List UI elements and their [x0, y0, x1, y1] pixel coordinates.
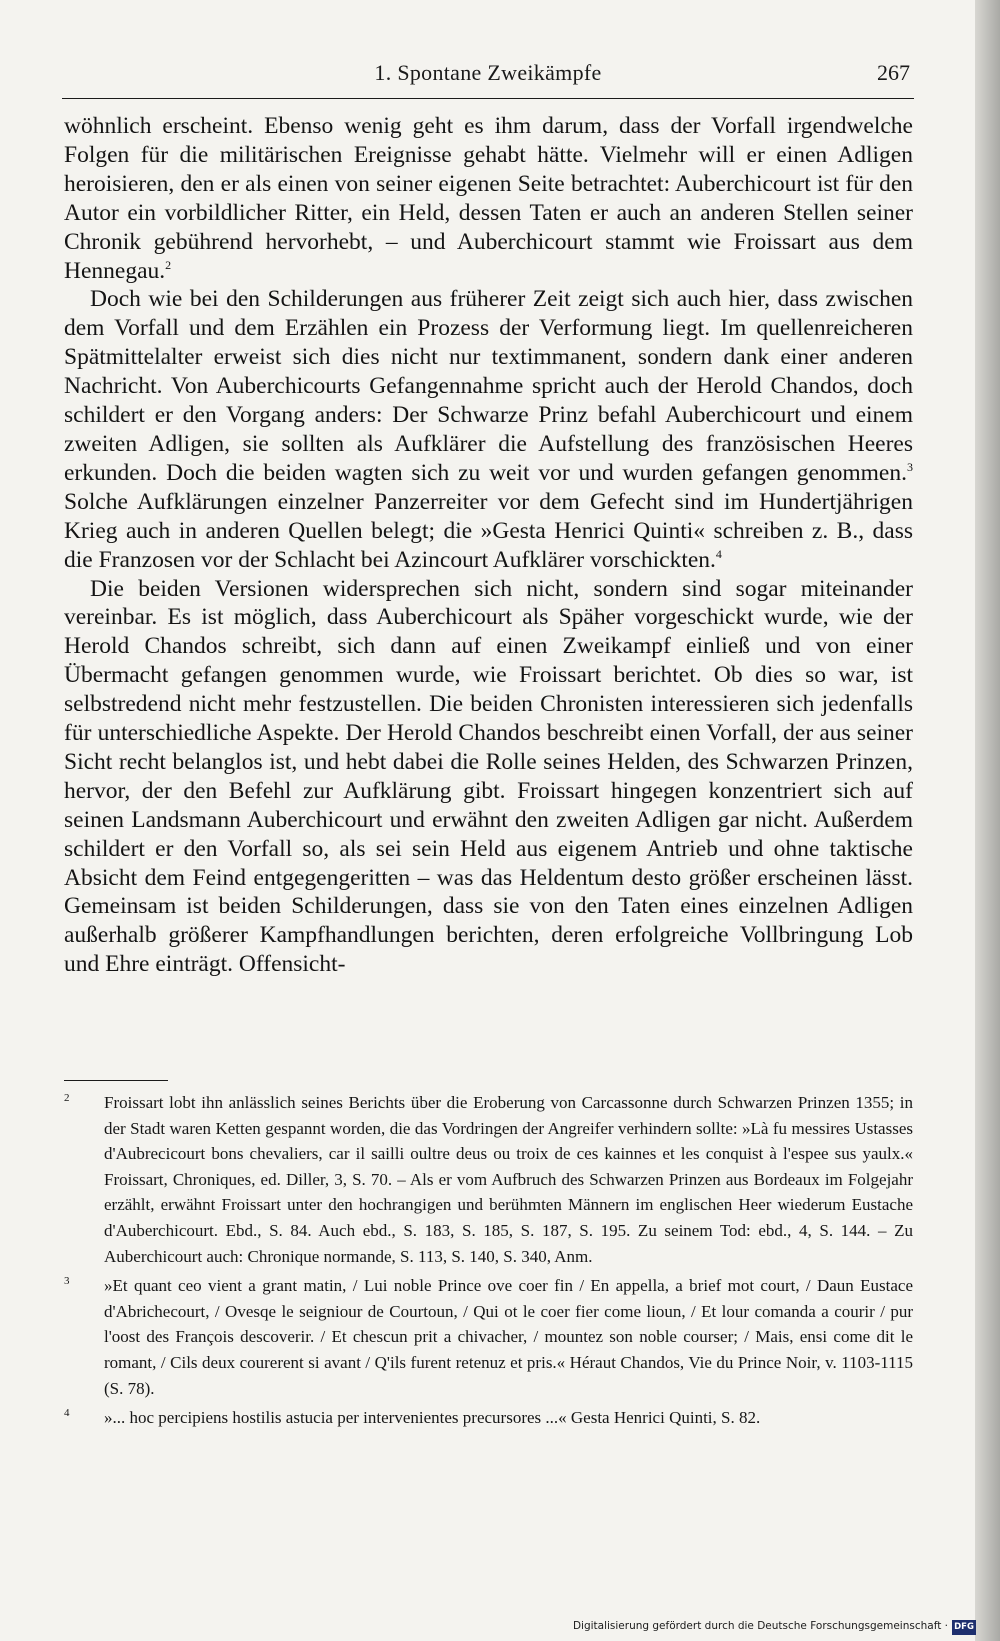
digitization-credit: Digitalisierung gefördert durch die Deutsche Forschungsgemeinschaft · [572, 1620, 948, 1632]
footnote-text: Froissart lobt ihn anlässlich seines Berichts über die Eroberung von Carcassonne durch Schwarzen Prinzen 1355; in der Stadt waren Ketten gespannt worden, die das Vordringen der Angreifer verhindern sollte: »Là fu messires Ustasses d'Aubrecicourt bons chevaliers, car il sailli oultre deus ou troix de ces kainnes et les conquist à l'espee sus yaulx.« Froissart, Chroniques, ed. Diller, 3, S. 70. – Als er vom Aufbruch des Schwarzen Prinzen aus Bordeaux im Folgejahr erzählt, erwähnt Froissart unter den hochrangigen und berühmten Männern im englischen Heer wiederum Eustache d'Auberchicourt. Ebd., S. 84. Auch ebd., S. 183, S. 185, S. 187, S. 195. Zu seinem Tod: ebd., 4, S. 144. – Zu Auberchicourt auch: Chronique normande, S. 113, S. 140, S. 340, Anm. [104, 1093, 913, 1266]
footnote-text: »... hoc percipiens hostilis astucia per intervenientes precursores ...« Gesta Henrici Quinti, S. 82. [104, 1408, 761, 1428]
page-edge [975, 0, 1000, 1641]
footnote [64, 1090, 913, 1269]
footnote-number: 3 [64, 1275, 70, 1288]
footnote [64, 1405, 913, 1431]
footnote-rule [64, 1080, 168, 1081]
footnote-text: »Et quant ceo vient a grant matin, / Lui noble Prince ove coer fin / En appella, a brief mot court, / Daun Eustace d'Abrichecourt, / Ovesqe le seigniour de Courtoun, / Qui ot le coer fier come lioun, / Et lour comanda a courir / pur l'oost des François descoverir. / Et chescun prit a chivacher, / mountez son noble courser; / Mais, ensi come dit le romant, / Cils deux courerent si avant / Q'ils furent retenuz et pris.« Héraut Chandos, Vie du Prince Noir, v. 1103-1115 (S. 78). [104, 1276, 913, 1398]
footnote [64, 1273, 913, 1401]
page-number: 267 [877, 60, 910, 85]
paragraph-2-text-a: Doch wie bei den Schilderungen aus früherer Zeit zeigt sich auch hier, dass zwischen dem Vorfall und dem Erzählen ein Prozess der Verformung liegt. Im quellenreicheren Spätmittelalter erweist sich dies nicht nur textimmanent, sondern dank einer anderen Nachricht. Von Auberchicourts Gefangennahme spricht auch der Herold Chandos, doch schildert er den Vorgang anders: Der Schwarze Prinz befahl Auberchicourt und einem zweiten Adligen, sie sollten als Aufklärer die Aufstellung des französischen Heeres erkunden. Doch die beiden wagten sich zu weit vor und wurden gefangen genommen. [64, 286, 913, 486]
paragraph-2 [64, 285, 913, 574]
footnotes [64, 1090, 913, 1435]
paragraph-1 [64, 112, 913, 285]
footnote-number: 2 [64, 1092, 70, 1104]
footnote-number: 4 [64, 1407, 70, 1420]
paragraph-3: Die beiden Versionen widersprechen sich nicht, sondern sind sogar miteinander vereinbar. Es ist möglich, dass Auberchicourt als Späher vorgeschickt wurde, wie der Herold Chandos schreibt, sich dann auf einen Zweikampf einließ und von einer Übermacht gefangen genommen wurde, wie Froissart berichtet. Ob dies so war, ist selbstredend nicht mehr festzustellen. Die beiden Chronisten interessieren sich jedenfalls für unterschiedliche Aspekte. Der Herold Chandos beschreibt einen Vorfall, der aus seiner Sicht recht belanglos ist, und hebt dabei die Rolle seines Helden, des Schwarzen Prinzen, hervor, der den Befehl zur Aufklärung gibt. Froissart hingegen konzentriert sich auf seinen Landsmann Auberchicourt und erwähnt den zweiten Adligen gar nicht. Außerdem schildert er den Vorfall so, als sei sein Held aus eigenem Antrieb und ohne taktische Absicht dem Feind entgegengeritten – was das Heldentum desto größer erscheinen lässt. Gemeinsam ist beiden Schilderungen, dass sie von den Taten eines einzelnen Adligen außerhalb größerer Kampfhandlungen berichten, deren erfolgreiche Vollbringung Lob und Ehre einträgt. Offensicht- [64, 575, 913, 978]
paragraph-1-text: wöhnlich erscheint. Ebenso wenig geht es ihm darum, dass der Vorfall irgendwelche Folgen für die militärischen Ereignisse gehabt hätte. Vielmehr will er einen Adligen heroisieren, den er als einen von seiner eigenen Seite betrachtet: Auberchicourt ist für den Autor ein vorbildlicher Ritter, ein Held, dessen Taten er auch an anderen Stellen seiner Chronik gebührend hervorhebt, – und Auberchicourt stammt wie Froissart aus dem Hennegau. [64, 113, 913, 284]
running-head [62, 58, 914, 99]
running-head-title: 1. Spontane Zweikämpfe [374, 60, 602, 85]
footnote-ref-3: 3 [907, 459, 913, 474]
footnote-ref-2: 2 [165, 257, 172, 272]
dfg-logo: DFG [952, 1620, 976, 1635]
footnote-ref-4: 4 [715, 546, 722, 561]
paragraph-2-text-b: Solche Aufklärungen einzelner Panzerreiter vor dem Gefecht sind im Hundertjährigen Krieg auch in anderen Quellen belegt; die »Gesta Henrici Quinti« schreiben z. B., dass die Franzosen vor der Schlacht bei Azincourt Aufklärer vorschickten. [64, 488, 913, 573]
main-text [64, 112, 913, 979]
